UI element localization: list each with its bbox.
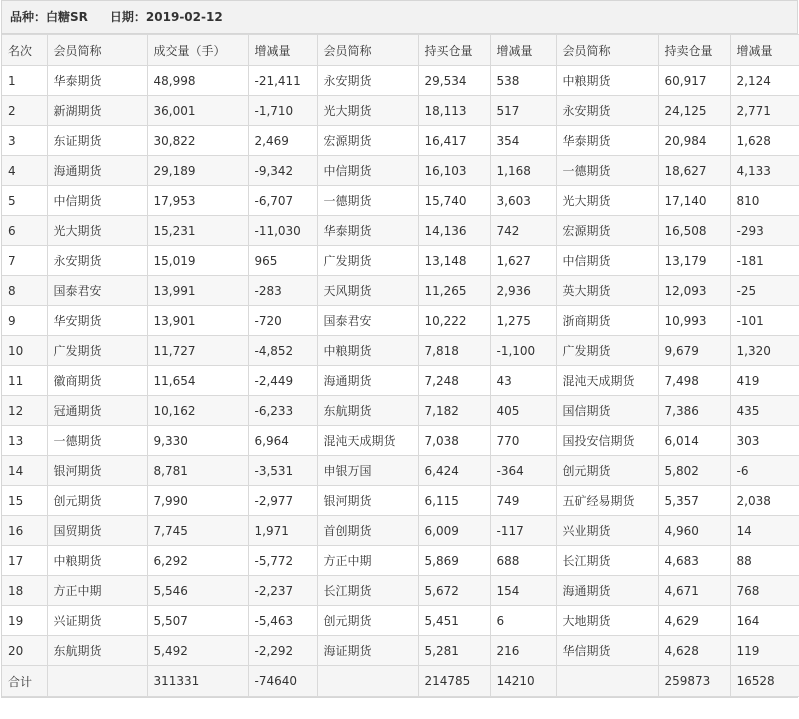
table-row bbox=[2, 126, 799, 156]
rank-cell: 2 bbox=[2, 96, 47, 126]
member-cell: 混沌天成期货 bbox=[317, 426, 418, 456]
long-position-cell: 7,038 bbox=[418, 426, 490, 456]
member-cell: 创元期货 bbox=[47, 486, 147, 516]
short-position-cell: 20,984 bbox=[658, 126, 730, 156]
long-change-cell: 154 bbox=[490, 576, 556, 606]
rank-cell: 7 bbox=[2, 246, 47, 276]
table-row bbox=[2, 366, 799, 396]
totals-empty bbox=[556, 666, 658, 697]
long-position-cell: 16,103 bbox=[418, 156, 490, 186]
volume-cell: 30,822 bbox=[147, 126, 248, 156]
table-body bbox=[2, 66, 799, 666]
long-position-cell: 5,869 bbox=[418, 546, 490, 576]
volume-cell: 13,901 bbox=[147, 306, 248, 336]
long-position-cell: 11,265 bbox=[418, 276, 490, 306]
long-position-cell: 29,534 bbox=[418, 66, 490, 96]
rank-cell: 12 bbox=[2, 396, 47, 426]
member-cell: 广发期货 bbox=[317, 246, 418, 276]
long-change-cell: 517 bbox=[490, 96, 556, 126]
volume-change-cell: 965 bbox=[248, 246, 317, 276]
rank-cell: 1 bbox=[2, 66, 47, 96]
member-cell: 冠通期货 bbox=[47, 396, 147, 426]
volume-cell: 48,998 bbox=[147, 66, 248, 96]
short-position-cell: 16,508 bbox=[658, 216, 730, 246]
member-cell: 宏源期货 bbox=[556, 216, 658, 246]
member-cell: 一德期货 bbox=[47, 426, 147, 456]
short-change-cell: 419 bbox=[730, 366, 799, 396]
short-position-cell: 4,629 bbox=[658, 606, 730, 636]
short-change-cell: 435 bbox=[730, 396, 799, 426]
long-change-cell: 405 bbox=[490, 396, 556, 426]
rank-cell: 3 bbox=[2, 126, 47, 156]
member-cell: 英大期货 bbox=[556, 276, 658, 306]
volume-cell: 9,330 bbox=[147, 426, 248, 456]
totals-label: 合计 bbox=[2, 666, 47, 697]
member-cell: 国贸期货 bbox=[47, 516, 147, 546]
rank-cell: 6 bbox=[2, 216, 47, 246]
member-cell: 华信期货 bbox=[556, 636, 658, 666]
rank-cell: 10 bbox=[2, 336, 47, 366]
rank-cell: 17 bbox=[2, 546, 47, 576]
table-row bbox=[2, 396, 799, 426]
volume-cell: 29,189 bbox=[147, 156, 248, 186]
long-change-cell: 216 bbox=[490, 636, 556, 666]
short-position-cell: 7,386 bbox=[658, 396, 730, 426]
member-cell: 广发期货 bbox=[556, 336, 658, 366]
short-change-cell: 1,628 bbox=[730, 126, 799, 156]
short-change-cell: 303 bbox=[730, 426, 799, 456]
member-cell: 银河期货 bbox=[317, 486, 418, 516]
member-cell: 长江期货 bbox=[317, 576, 418, 606]
short-position-cell: 5,357 bbox=[658, 486, 730, 516]
member-cell: 华泰期货 bbox=[47, 66, 147, 96]
short-position-cell: 18,627 bbox=[658, 156, 730, 186]
member-cell: 光大期货 bbox=[556, 186, 658, 216]
member-cell: 海通期货 bbox=[317, 366, 418, 396]
volume-cell: 6,292 bbox=[147, 546, 248, 576]
long-change-cell: 6 bbox=[490, 606, 556, 636]
long-change-cell: 43 bbox=[490, 366, 556, 396]
variety-value: 白糖SR bbox=[46, 10, 88, 24]
short-change-cell: -181 bbox=[730, 246, 799, 276]
member-cell: 华泰期货 bbox=[556, 126, 658, 156]
totals-empty bbox=[317, 666, 418, 697]
volume-cell: 17,953 bbox=[147, 186, 248, 216]
volume-cell: 7,745 bbox=[147, 516, 248, 546]
member-cell: 浙商期货 bbox=[556, 306, 658, 336]
table-row bbox=[2, 96, 799, 126]
short-change-cell: 88 bbox=[730, 546, 799, 576]
long-change-cell: 1,168 bbox=[490, 156, 556, 186]
table-row bbox=[2, 426, 799, 456]
rank-cell: 11 bbox=[2, 366, 47, 396]
long-position-cell: 6,009 bbox=[418, 516, 490, 546]
short-position-cell: 10,993 bbox=[658, 306, 730, 336]
member-cell: 申银万国 bbox=[317, 456, 418, 486]
short-position-cell: 4,628 bbox=[658, 636, 730, 666]
short-change-cell: 164 bbox=[730, 606, 799, 636]
date-label: 日期： bbox=[109, 10, 146, 24]
short-position-cell: 4,671 bbox=[658, 576, 730, 606]
long-position-cell: 7,818 bbox=[418, 336, 490, 366]
table-row bbox=[2, 66, 799, 96]
volume-cell: 5,546 bbox=[147, 576, 248, 606]
volume-change-cell: -5,772 bbox=[248, 546, 317, 576]
short-change-cell: 4,133 bbox=[730, 156, 799, 186]
header-volume: 成交量（手） bbox=[147, 35, 248, 66]
volume-change-cell: -1,710 bbox=[248, 96, 317, 126]
long-change-cell: 538 bbox=[490, 66, 556, 96]
short-change-cell: 2,771 bbox=[730, 96, 799, 126]
rank-cell: 20 bbox=[2, 636, 47, 666]
rank-cell: 13 bbox=[2, 426, 47, 456]
table-row bbox=[2, 246, 799, 276]
short-position-cell: 13,179 bbox=[658, 246, 730, 276]
long-position-cell: 15,740 bbox=[418, 186, 490, 216]
long-change-cell: 688 bbox=[490, 546, 556, 576]
table-row bbox=[2, 156, 799, 186]
member-cell: 华泰期货 bbox=[317, 216, 418, 246]
totals-long-position: 214785 bbox=[418, 666, 490, 697]
totals-volume-change: -74640 bbox=[248, 666, 317, 697]
volume-cell: 11,727 bbox=[147, 336, 248, 366]
long-change-cell: -1,100 bbox=[490, 336, 556, 366]
totals-volume: 311331 bbox=[147, 666, 248, 697]
short-change-cell: 2,038 bbox=[730, 486, 799, 516]
volume-cell: 15,019 bbox=[147, 246, 248, 276]
long-position-cell: 6,115 bbox=[418, 486, 490, 516]
volume-change-cell: -11,030 bbox=[248, 216, 317, 246]
volume-cell: 11,654 bbox=[147, 366, 248, 396]
volume-cell: 15,231 bbox=[147, 216, 248, 246]
header-member-long: 会员简称 bbox=[317, 35, 418, 66]
table-row bbox=[2, 306, 799, 336]
table-row bbox=[2, 456, 799, 486]
volume-change-cell: -2,977 bbox=[248, 486, 317, 516]
member-cell: 国信期货 bbox=[556, 396, 658, 426]
volume-change-cell: -6,707 bbox=[248, 186, 317, 216]
header-long-change: 增减量 bbox=[490, 35, 556, 66]
member-cell: 银河期货 bbox=[47, 456, 147, 486]
volume-change-cell: -2,292 bbox=[248, 636, 317, 666]
short-change-cell: 2,124 bbox=[730, 66, 799, 96]
rank-cell: 18 bbox=[2, 576, 47, 606]
long-position-cell: 7,248 bbox=[418, 366, 490, 396]
long-position-cell: 14,136 bbox=[418, 216, 490, 246]
long-change-cell: 3,603 bbox=[490, 186, 556, 216]
member-cell: 永安期货 bbox=[556, 96, 658, 126]
short-change-cell: -6 bbox=[730, 456, 799, 486]
member-cell: 光大期货 bbox=[47, 216, 147, 246]
title-bar bbox=[2, 1, 797, 34]
member-cell: 徽商期货 bbox=[47, 366, 147, 396]
member-cell: 国泰君安 bbox=[47, 276, 147, 306]
long-change-cell: 749 bbox=[490, 486, 556, 516]
long-change-cell: 1,275 bbox=[490, 306, 556, 336]
header-rank: 名次 bbox=[2, 35, 47, 66]
volume-cell: 5,492 bbox=[147, 636, 248, 666]
volume-change-cell: -21,411 bbox=[248, 66, 317, 96]
member-cell: 光大期货 bbox=[317, 96, 418, 126]
member-cell: 广发期货 bbox=[47, 336, 147, 366]
rank-cell: 4 bbox=[2, 156, 47, 186]
long-change-cell: -117 bbox=[490, 516, 556, 546]
volume-cell: 10,162 bbox=[147, 396, 248, 426]
member-cell: 东航期货 bbox=[47, 636, 147, 666]
short-position-cell: 5,802 bbox=[658, 456, 730, 486]
member-cell: 大地期货 bbox=[556, 606, 658, 636]
table-row bbox=[2, 486, 799, 516]
member-cell: 国投安信期货 bbox=[556, 426, 658, 456]
rank-cell: 5 bbox=[2, 186, 47, 216]
header-member-short: 会员简称 bbox=[556, 35, 658, 66]
long-position-cell: 13,148 bbox=[418, 246, 490, 276]
member-cell: 海证期货 bbox=[317, 636, 418, 666]
long-change-cell: 770 bbox=[490, 426, 556, 456]
header-short-position: 持卖仓量 bbox=[658, 35, 730, 66]
long-change-cell: 1,627 bbox=[490, 246, 556, 276]
member-cell: 兴证期货 bbox=[47, 606, 147, 636]
long-change-cell: 354 bbox=[490, 126, 556, 156]
rank-cell: 9 bbox=[2, 306, 47, 336]
volume-change-cell: -2,237 bbox=[248, 576, 317, 606]
ranking-panel bbox=[1, 0, 798, 698]
ranking-table bbox=[2, 34, 799, 697]
member-cell: 东证期货 bbox=[47, 126, 147, 156]
long-position-cell: 10,222 bbox=[418, 306, 490, 336]
table-row bbox=[2, 336, 799, 366]
long-position-cell: 16,417 bbox=[418, 126, 490, 156]
header-short-change: 增减量 bbox=[730, 35, 799, 66]
short-position-cell: 17,140 bbox=[658, 186, 730, 216]
member-cell: 中信期货 bbox=[47, 186, 147, 216]
long-position-cell: 7,182 bbox=[418, 396, 490, 426]
table-row bbox=[2, 276, 799, 306]
volume-change-cell: -283 bbox=[248, 276, 317, 306]
table-row bbox=[2, 186, 799, 216]
member-cell: 中粮期货 bbox=[47, 546, 147, 576]
long-position-cell: 5,281 bbox=[418, 636, 490, 666]
header-member-volume: 会员简称 bbox=[47, 35, 147, 66]
short-position-cell: 4,960 bbox=[658, 516, 730, 546]
short-change-cell: 768 bbox=[730, 576, 799, 606]
totals-long-change: 14210 bbox=[490, 666, 556, 697]
long-change-cell: 2,936 bbox=[490, 276, 556, 306]
volume-change-cell: 2,469 bbox=[248, 126, 317, 156]
long-position-cell: 18,113 bbox=[418, 96, 490, 126]
long-change-cell: -364 bbox=[490, 456, 556, 486]
short-change-cell: -25 bbox=[730, 276, 799, 306]
member-cell: 兴业期货 bbox=[556, 516, 658, 546]
member-cell: 方正中期 bbox=[47, 576, 147, 606]
variety-label: 品种： bbox=[10, 10, 47, 24]
short-change-cell: -101 bbox=[730, 306, 799, 336]
member-cell: 国泰君安 bbox=[317, 306, 418, 336]
member-cell: 首创期货 bbox=[317, 516, 418, 546]
member-cell: 长江期货 bbox=[556, 546, 658, 576]
volume-change-cell: -5,463 bbox=[248, 606, 317, 636]
member-cell: 海通期货 bbox=[556, 576, 658, 606]
volume-change-cell: -720 bbox=[248, 306, 317, 336]
member-cell: 创元期货 bbox=[317, 606, 418, 636]
volume-change-cell: -6,233 bbox=[248, 396, 317, 426]
member-cell: 一德期货 bbox=[556, 156, 658, 186]
table-row bbox=[2, 576, 799, 606]
header-long-position: 持买仓量 bbox=[418, 35, 490, 66]
long-position-cell: 5,451 bbox=[418, 606, 490, 636]
volume-cell: 13,991 bbox=[147, 276, 248, 306]
short-change-cell: 1,320 bbox=[730, 336, 799, 366]
member-cell: 新湖期货 bbox=[47, 96, 147, 126]
short-position-cell: 4,683 bbox=[658, 546, 730, 576]
rank-cell: 8 bbox=[2, 276, 47, 306]
member-cell: 中信期货 bbox=[317, 156, 418, 186]
totals-row bbox=[2, 666, 799, 697]
table-row bbox=[2, 216, 799, 246]
short-change-cell: -293 bbox=[730, 216, 799, 246]
member-cell: 方正中期 bbox=[317, 546, 418, 576]
member-cell: 中粮期货 bbox=[556, 66, 658, 96]
short-position-cell: 9,679 bbox=[658, 336, 730, 366]
short-change-cell: 119 bbox=[730, 636, 799, 666]
member-cell: 东航期货 bbox=[317, 396, 418, 426]
member-cell: 中粮期货 bbox=[317, 336, 418, 366]
date-value: 2019-02-12 bbox=[145, 10, 223, 24]
member-cell: 混沌天成期货 bbox=[556, 366, 658, 396]
member-cell: 海通期货 bbox=[47, 156, 147, 186]
short-change-cell: 810 bbox=[730, 186, 799, 216]
member-cell: 一德期货 bbox=[317, 186, 418, 216]
header-volume-change: 增减量 bbox=[248, 35, 317, 66]
member-cell: 创元期货 bbox=[556, 456, 658, 486]
volume-change-cell: 6,964 bbox=[248, 426, 317, 456]
table-row bbox=[2, 546, 799, 576]
table-row bbox=[2, 516, 799, 546]
member-cell: 永安期货 bbox=[317, 66, 418, 96]
volume-change-cell: -3,531 bbox=[248, 456, 317, 486]
volume-cell: 5,507 bbox=[147, 606, 248, 636]
short-position-cell: 60,917 bbox=[658, 66, 730, 96]
member-cell: 华安期货 bbox=[47, 306, 147, 336]
volume-cell: 36,001 bbox=[147, 96, 248, 126]
member-cell: 天风期货 bbox=[317, 276, 418, 306]
long-position-cell: 5,672 bbox=[418, 576, 490, 606]
member-cell: 永安期货 bbox=[47, 246, 147, 276]
member-cell: 五矿经易期货 bbox=[556, 486, 658, 516]
long-change-cell: 742 bbox=[490, 216, 556, 246]
volume-change-cell: -4,852 bbox=[248, 336, 317, 366]
rank-cell: 14 bbox=[2, 456, 47, 486]
table-row bbox=[2, 636, 799, 666]
short-position-cell: 12,093 bbox=[658, 276, 730, 306]
table-row bbox=[2, 606, 799, 636]
volume-change-cell: 1,971 bbox=[248, 516, 317, 546]
long-position-cell: 6,424 bbox=[418, 456, 490, 486]
rank-cell: 15 bbox=[2, 486, 47, 516]
volume-cell: 8,781 bbox=[147, 456, 248, 486]
volume-cell: 7,990 bbox=[147, 486, 248, 516]
member-cell: 宏源期货 bbox=[317, 126, 418, 156]
volume-change-cell: -2,449 bbox=[248, 366, 317, 396]
rank-cell: 16 bbox=[2, 516, 47, 546]
totals-short-position: 259873 bbox=[658, 666, 730, 697]
short-position-cell: 6,014 bbox=[658, 426, 730, 456]
volume-change-cell: -9,342 bbox=[248, 156, 317, 186]
short-position-cell: 7,498 bbox=[658, 366, 730, 396]
member-cell: 中信期货 bbox=[556, 246, 658, 276]
short-change-cell: 14 bbox=[730, 516, 799, 546]
rank-cell: 19 bbox=[2, 606, 47, 636]
totals-short-change: 16528 bbox=[730, 666, 799, 697]
short-position-cell: 24,125 bbox=[658, 96, 730, 126]
header-row bbox=[2, 35, 799, 66]
totals-empty bbox=[47, 666, 147, 697]
